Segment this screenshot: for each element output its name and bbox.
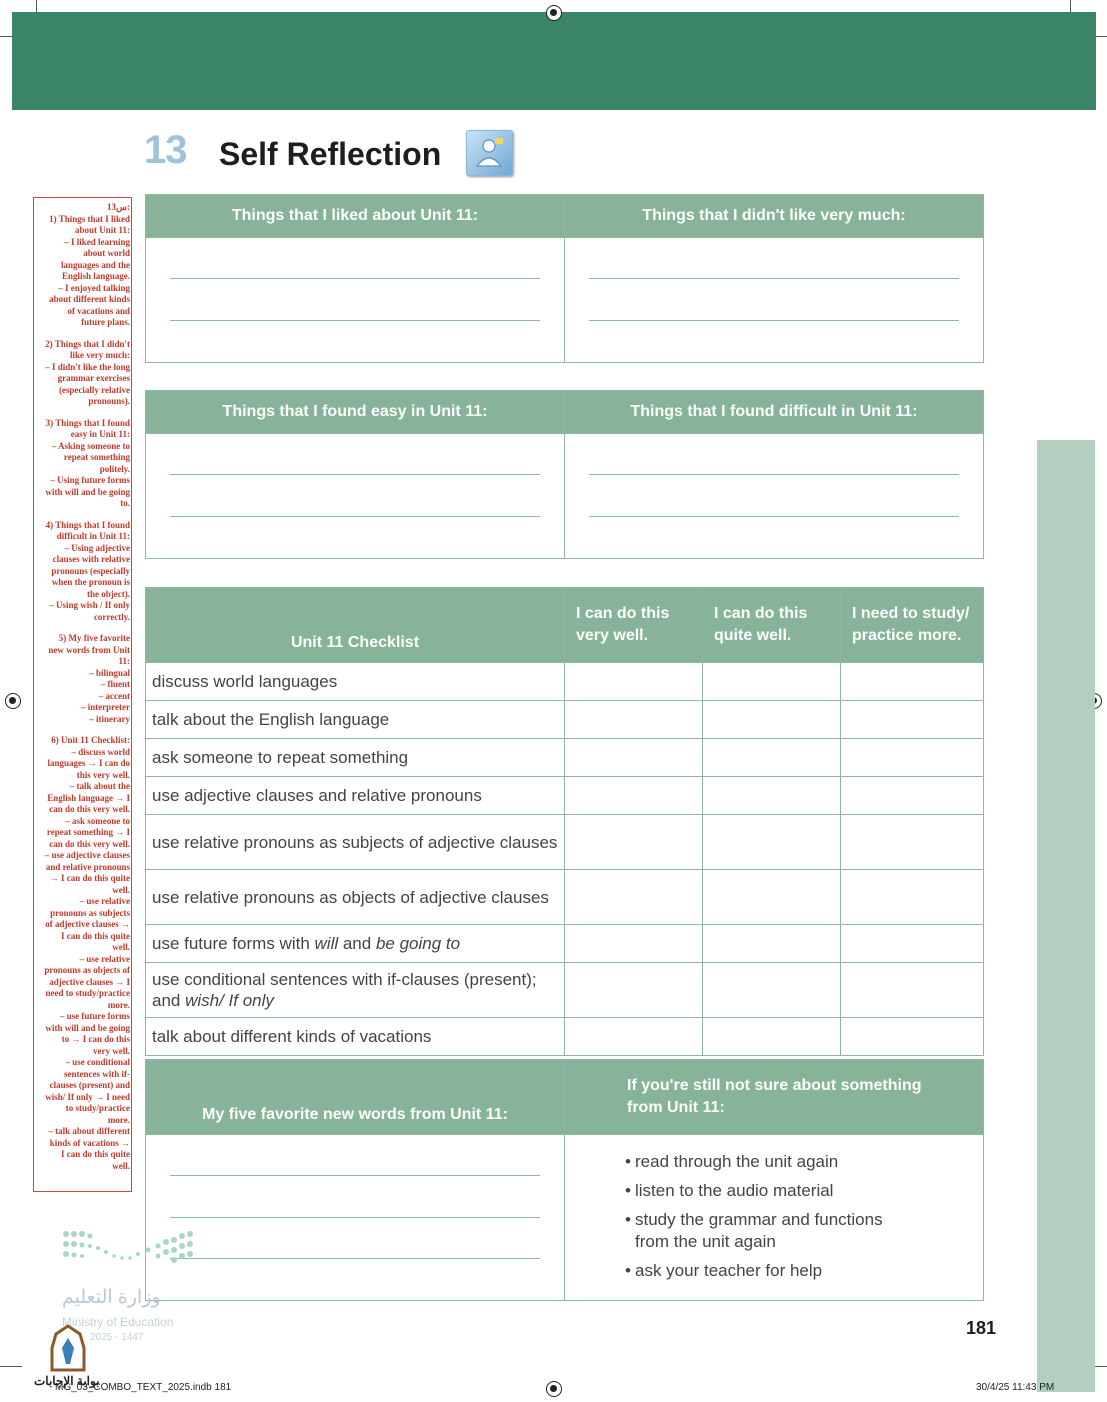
tip-text: listen to the audio material xyxy=(635,1181,834,1200)
note-line: and relative pronouns xyxy=(45,861,130,872)
note-line: very well. xyxy=(93,1045,130,1056)
tips-area xyxy=(565,1135,984,1301)
footer-file-name: MG_03_COMBO_TEXT_2025.indb 181 xyxy=(55,1382,232,1393)
checklist-row xyxy=(146,663,984,701)
note-line: like very much: xyxy=(70,350,130,360)
note-line: – itinerary xyxy=(89,713,130,724)
note-line: – ask someone to xyxy=(65,815,130,826)
checklist-mark-cell[interactable] xyxy=(565,701,703,739)
checklist-mark-cell[interactable] xyxy=(841,663,984,701)
tip-item xyxy=(625,1209,905,1253)
registration-mark-icon xyxy=(5,693,21,709)
checklist-row xyxy=(146,701,984,739)
checklist-mark-cell[interactable] xyxy=(841,963,984,1018)
checklist-mark-cell[interactable] xyxy=(841,1018,984,1056)
note-line: need to study/practice xyxy=(45,988,130,998)
note-line: sentences with if- xyxy=(64,1068,130,1079)
checklist-table xyxy=(145,587,984,1056)
checklist-item xyxy=(146,815,565,870)
note-line: – discuss world xyxy=(71,746,130,757)
note-line: with will and be going xyxy=(45,486,130,497)
note-line: – I liked learning xyxy=(64,236,130,247)
bullet-icon: • xyxy=(625,1152,631,1171)
note-line: clauses (present) and xyxy=(49,1080,130,1090)
note-line: → I can do this quite xyxy=(49,873,130,883)
bullet-icon: • xyxy=(625,1261,631,1280)
writing-line xyxy=(170,278,540,279)
tip-item xyxy=(625,1260,905,1282)
checklist-item-text: discuss world languages xyxy=(152,672,338,691)
disliked-answer-area[interactable] xyxy=(565,238,984,363)
tip-item xyxy=(625,1151,905,1173)
checklist-item xyxy=(146,701,565,739)
checklist-item-emphasis: be going to xyxy=(375,934,461,953)
note-line: – use future forms xyxy=(59,1011,130,1021)
note-line: – Using adjective xyxy=(64,542,130,553)
difficult-answer-area[interactable] xyxy=(565,434,984,559)
note-line: of adjective clauses → xyxy=(45,919,130,929)
checklist-mark-cell[interactable] xyxy=(565,1018,703,1056)
note-line: repeat something → I xyxy=(46,827,130,837)
checklist-row xyxy=(146,815,984,870)
note-line: more. xyxy=(107,1114,130,1125)
checklist-mark-cell[interactable] xyxy=(703,1018,841,1056)
checklist-mark-cell[interactable] xyxy=(565,963,703,1018)
liked-header: Things that I liked about Unit 11: xyxy=(146,195,565,238)
checklist-item-emphasis: wish/ If only xyxy=(185,991,274,1010)
writing-line xyxy=(589,516,959,517)
note-line: to study/practice xyxy=(65,1103,130,1113)
checklist-row xyxy=(146,925,984,963)
checklist-mark-cell[interactable] xyxy=(703,701,841,739)
checklist-mark-cell[interactable] xyxy=(703,925,841,963)
checklist-mark-cell[interactable] xyxy=(703,963,841,1018)
option-need-practice: I need to study/ practice more. xyxy=(841,588,984,663)
note-line: with will and be going xyxy=(45,1022,130,1033)
note-line: easy in Unit 11: xyxy=(70,429,130,439)
page-number: 181 xyxy=(966,1318,997,1338)
side-color-strip xyxy=(1037,440,1095,1392)
checklist-row xyxy=(146,870,984,925)
tip-text: read through the unit again xyxy=(635,1152,839,1171)
note-line: this very well. xyxy=(76,769,130,780)
site-name-arabic: بوابة الإجابات xyxy=(34,1374,100,1388)
writing-line xyxy=(589,320,959,321)
checklist-item-text: ask someone to repeat something xyxy=(152,748,409,767)
site-logo-icon xyxy=(46,1324,90,1376)
checklist-row xyxy=(146,1018,984,1056)
checklist-item xyxy=(146,1018,565,1056)
checklist-row xyxy=(146,777,984,815)
note-line: about different kinds xyxy=(49,294,130,304)
checklist-mark-cell[interactable] xyxy=(703,739,841,777)
note-line xyxy=(35,329,130,339)
checklist-mark-cell[interactable] xyxy=(565,815,703,870)
checklist-mark-cell[interactable] xyxy=(703,777,841,815)
person-portrait-icon xyxy=(466,130,513,176)
note-line: English language. xyxy=(61,271,130,281)
checklist-item xyxy=(146,963,565,1018)
words-table xyxy=(145,1059,984,1301)
checklist-mark-cell[interactable] xyxy=(841,870,984,925)
writing-line xyxy=(170,1175,540,1176)
checklist-item-text: use future forms with xyxy=(152,934,315,953)
checklist-item-emphasis: will xyxy=(314,934,339,953)
note-line: about Unit 11: xyxy=(74,225,130,235)
liked-answer-area[interactable] xyxy=(146,238,565,363)
note-line: clauses with relative xyxy=(52,554,130,564)
note-line: grammar exercises xyxy=(57,373,130,383)
registration-mark-icon xyxy=(546,1381,562,1397)
easy-answer-area[interactable] xyxy=(146,434,565,559)
checklist-row xyxy=(146,963,984,1018)
note-line: to. xyxy=(120,498,130,508)
ministry-name-arabic: وزارة التعليم xyxy=(62,1287,161,1308)
note-line: pronouns as objects of xyxy=(44,965,130,975)
checklist-mark-cell[interactable] xyxy=(565,925,703,963)
checklist-item-text: use relative pronouns as objects of adjective clauses xyxy=(152,887,549,907)
note-line: 11: xyxy=(118,656,130,666)
checklist-mark-cell[interactable] xyxy=(703,815,841,870)
note-line: – use relative xyxy=(79,953,130,964)
note-line: 5) My five favorite xyxy=(58,633,130,643)
tip-item xyxy=(625,1180,905,1202)
checklist-mark-cell[interactable] xyxy=(841,777,984,815)
checklist-item-text: use relative pronouns as subjects of adjective clauses xyxy=(152,832,558,852)
note-line: – use conditional xyxy=(65,1057,130,1067)
liked-table xyxy=(145,194,984,363)
note-line: pronouns). xyxy=(88,396,130,406)
checklist-item-text: and xyxy=(338,934,376,953)
note-line: س13: xyxy=(107,202,130,212)
note-line: – I didn't like the long xyxy=(45,361,130,372)
note-line: adjective clauses → I xyxy=(49,976,130,987)
ministry-name-english: Ministry of Education xyxy=(62,1315,174,1329)
checklist-item-text: use adjective clauses and relative pronouns xyxy=(152,786,482,805)
tip-text: study the grammar and functions from the unit again xyxy=(635,1210,883,1251)
easy-header: Things that I found easy in Unit 11: xyxy=(146,391,565,434)
bullet-icon: • xyxy=(625,1181,631,1200)
note-line: to → I can do this xyxy=(61,1034,130,1044)
checklist-mark-cell[interactable] xyxy=(841,815,984,870)
writing-line xyxy=(170,1258,540,1259)
note-line: – talk about the xyxy=(69,781,130,791)
note-line: about world xyxy=(83,248,130,258)
crop-mark xyxy=(0,1366,22,1367)
note-line: languages and the xyxy=(60,259,130,270)
bullet-icon: • xyxy=(625,1210,631,1229)
note-line: 3) Things that I found xyxy=(45,417,130,428)
checklist-header: Unit 11 Checklist xyxy=(146,588,565,663)
difficult-header: Things that I found difficult in Unit 11: xyxy=(565,391,984,434)
checklist-mark-cell[interactable] xyxy=(841,739,984,777)
note-line: – interpreter xyxy=(80,702,130,712)
note-line: – accent xyxy=(98,690,130,701)
ministry-year: 2025 - 1447 xyxy=(90,1332,144,1343)
checklist-item xyxy=(146,777,565,815)
note-line: 6) Unit 11 Checklist: xyxy=(51,735,130,745)
note-line: more. xyxy=(107,999,130,1010)
writing-line xyxy=(170,516,540,517)
note-line xyxy=(35,623,130,633)
favorite-words-area[interactable] xyxy=(146,1135,565,1301)
registration-mark-icon xyxy=(546,5,562,21)
checklist-item xyxy=(146,663,565,701)
writing-line xyxy=(170,1217,540,1218)
note-line: politely. xyxy=(99,463,130,474)
note-line: can do this very well. xyxy=(49,838,130,849)
checklist-row xyxy=(146,739,984,777)
checklist-mark-cell[interactable] xyxy=(565,870,703,925)
not-sure-header: If you're still not sure about something from Unit 11: xyxy=(565,1060,984,1135)
note-line: new words from Unit xyxy=(48,644,130,655)
note-line: well. xyxy=(112,884,130,895)
header-banner xyxy=(12,12,1096,110)
option-very-well: I can do this very well. xyxy=(565,588,703,663)
checklist-mark-cell[interactable] xyxy=(841,925,984,963)
writing-line xyxy=(170,320,540,321)
tip-text: ask your teacher for help xyxy=(635,1261,823,1280)
note-line: – Asking someone to xyxy=(51,440,130,451)
checklist-item xyxy=(146,739,565,777)
note-line: – Using future forms xyxy=(50,475,130,485)
note-line: (especially relative xyxy=(58,384,130,395)
note-line: of vacations and xyxy=(67,305,130,316)
note-line: wish/ If only → I need xyxy=(45,1091,130,1102)
checklist-mark-cell[interactable] xyxy=(565,663,703,701)
note-line: the object). xyxy=(87,588,130,599)
writing-line xyxy=(170,474,540,475)
checklist-item xyxy=(146,870,565,925)
disliked-header: Things that I didn't like very much: xyxy=(565,195,984,238)
note-line: well. xyxy=(112,942,130,952)
note-line: 4) Things that I found xyxy=(45,519,130,530)
note-line: difficult in Unit 11: xyxy=(56,531,130,541)
page-title: Self Reflection xyxy=(219,136,442,172)
answer-notes xyxy=(33,197,132,1192)
footer-timestamp: 30/4/25 11:43 PM xyxy=(976,1382,1055,1393)
note-line: – Using wish / If only xyxy=(49,600,130,610)
easy-table xyxy=(145,390,984,559)
note-line xyxy=(35,408,130,418)
checklist-mark-cell[interactable] xyxy=(565,777,703,815)
note-line: 2) Things that I didn't xyxy=(45,338,130,349)
note-line: – fluent xyxy=(100,679,130,689)
note-line: kinds of vacations → xyxy=(49,1137,130,1148)
note-line: I can do this quite xyxy=(60,930,130,941)
note-line: pronouns as subjects xyxy=(50,907,130,918)
favorite-words-header: My five favorite new words from Unit 11: xyxy=(146,1060,565,1135)
note-line: – use relative xyxy=(79,896,130,906)
tips-list xyxy=(625,1151,905,1289)
note-line xyxy=(35,725,130,735)
note-line: future plans. xyxy=(81,317,130,327)
note-line xyxy=(35,510,130,520)
note-line: repeat something xyxy=(63,452,130,462)
checklist-mark-cell[interactable] xyxy=(703,870,841,925)
note-line: correctly. xyxy=(93,611,130,622)
note-line: can do this very well. xyxy=(49,804,130,814)
note-line: – I enjoyed talking xyxy=(58,282,130,293)
checklist-item-text: use conditional sentences with if-clauses (present); and xyxy=(152,970,537,1010)
ministry-logo-dots-icon xyxy=(60,1228,200,1272)
note-line: when the pronoun is xyxy=(51,577,130,587)
note-line: languages → I can do xyxy=(47,758,130,768)
note-line: well. xyxy=(112,1160,130,1171)
checklist-mark-cell[interactable] xyxy=(565,739,703,777)
note-line: – use adjective clauses xyxy=(44,850,130,860)
note-line: pronouns (especially xyxy=(51,565,130,576)
note-line: English language → I xyxy=(47,792,130,803)
writing-line xyxy=(589,474,959,475)
note-line: – talk about different xyxy=(48,1126,130,1136)
note-line: – bilingual xyxy=(89,667,130,678)
checklist-item xyxy=(146,925,565,963)
checklist-item-text: talk about the English language xyxy=(152,710,390,729)
section-number: 13 xyxy=(144,128,187,172)
note-line: I can do this quite xyxy=(60,1149,130,1159)
writing-line xyxy=(589,278,959,279)
checklist-mark-cell[interactable] xyxy=(841,701,984,739)
checklist-item-text: talk about different kinds of vacations xyxy=(152,1027,432,1046)
option-quite-well: I can do this quite well. xyxy=(703,588,841,663)
checklist-mark-cell[interactable] xyxy=(703,663,841,701)
note-line: 1) Things that I liked xyxy=(49,213,130,224)
